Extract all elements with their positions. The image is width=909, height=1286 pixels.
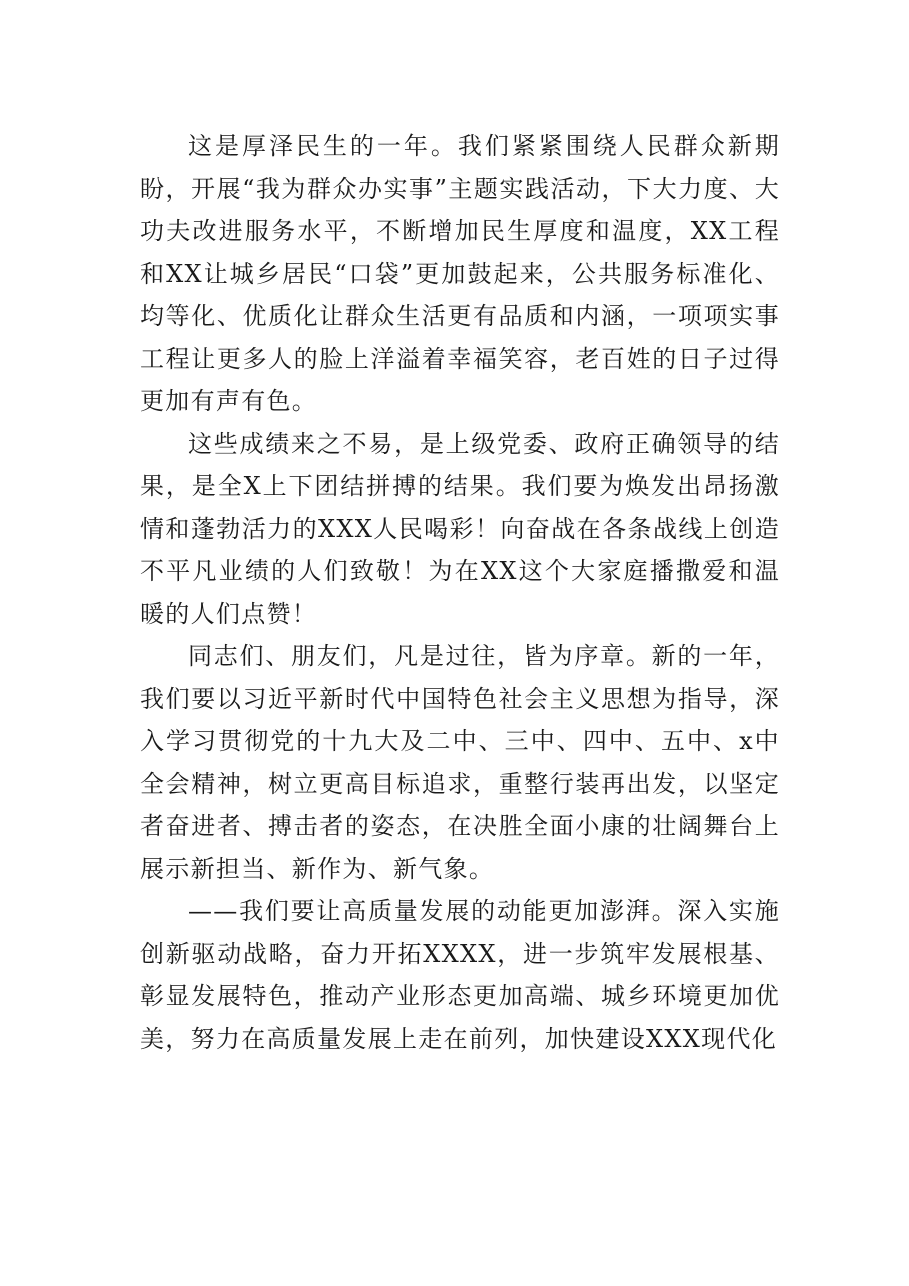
paragraph-3: 同志们、朋友们，凡是过往，皆为序章。新的一年，我们要以习近平新时代中国特色社会主义思想为指导，深入学习贯彻党的十九大及二中、三中、四中、五中、x中全会精神，树立更高目标追求，重整行装再出发，以坚定者奋进者、搏击者的姿态，在决胜全面小康的壮阔舞台上展示新担当、新作为、新气象。 [140,642,780,883]
paragraph-4: ——我们要让高质量发展的动能更加澎湃。深入实施创新驱动战略，奋力开拓XXXX，进一步筑牢发展根基、彰显发展特色，推动产业形态更加高端、城乡环境更加优美，努力在高质量发展上走在前列，加快建设XXX现代化 [140,897,780,1053]
paragraph-1: 这是厚泽民生的一年。我们紧紧围绕人民群众新期盼，开展“我为群众办实事”主题实践活动，下大力度、大功夫改进服务水平，不断增加民生厚度和温度，XX工程和XX让城乡居民“口袋”更加鼓起来，公共服务标准化、均等化、优质化让群众生活更有品质和内涵，一项项实事工程让更多人的脸上洋溢着幸福笑容，老百姓的日子过得更加有声有色。 [140,132,780,415]
paragraph-2: 这些成绩来之不易，是上级党委、政府正确领导的结果，是全X上下团结拼搏的结果。我们要为焕发出昂扬激情和蓬勃活力的XXX人民喝彩！向奋战在各条战线上创造不平凡业绩的人们致敬！为在XX这个大家庭播撒爱和温暖的人们点赞！ [140,429,780,628]
document-body [140,125,780,1060]
